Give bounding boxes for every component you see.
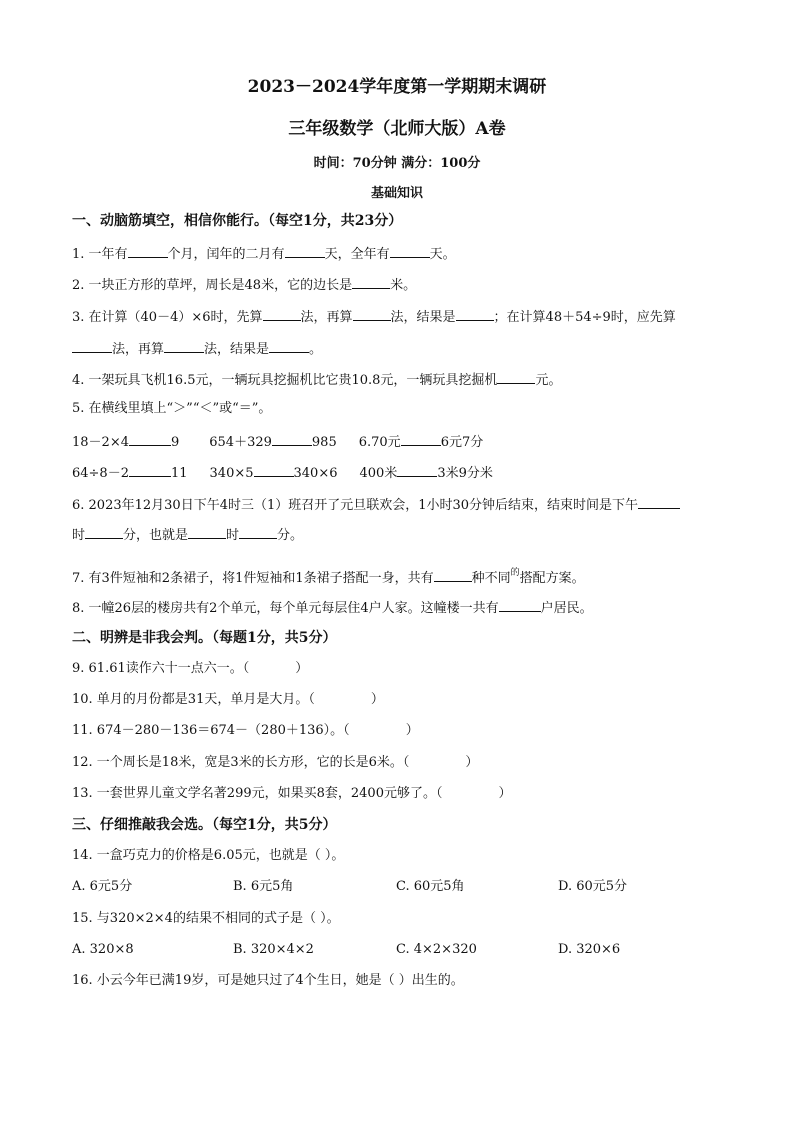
question-5-stem: 5. 在横线里填上“＞”“＜”或“＝”。 <box>72 401 272 416</box>
question-15-option-b[interactable]: B. 320×4×2 <box>233 942 314 957</box>
answer-blank[interactable] <box>272 432 312 446</box>
question-5-row2: 64÷8－2 11 340×5 340×6 400米 3米9分米 <box>72 463 493 483</box>
answer-blank[interactable] <box>263 307 301 321</box>
answer-blank[interactable] <box>499 598 541 612</box>
question-12: 12. 一个周长是18米，宽是3米的长方形，它的长是6米。（ ） <box>72 755 479 770</box>
question-16-stem: 16. 小云今年已满19岁，可是她只过了4个生日，她是（ ）出生的。 <box>72 973 464 988</box>
answer-blank[interactable] <box>239 525 277 539</box>
question-4: 4. 一架玩具飞机16.5元，一辆玩具挖掘机比它贵10.8元，一辆玩具挖掘机 元。 <box>72 370 561 390</box>
answer-blank[interactable] <box>129 432 171 446</box>
question-14-option-d[interactable]: D. 60元5分 <box>558 879 628 894</box>
exam-subtitle: 三年级数学（北师大版）A卷 <box>288 119 506 139</box>
answer-blank[interactable] <box>456 307 494 321</box>
question-8: 8. 一幢26层的楼房共有2个单元，每个单元每层住4户人家。这幢楼一共有 户居民。 <box>72 598 593 618</box>
question-3-line1: 3. 在计算（40－4）×6时，先算 法，再算 法，结果是 ；在计算48＋54÷9时，应先算 <box>72 307 676 327</box>
question-15-option-d[interactable]: D. 320×6 <box>558 942 621 957</box>
question-2: 2. 一块正方形的草坪，周长是48米，它的边长是 米。 <box>72 275 416 295</box>
question-14-option-b[interactable]: B. 6元5角 <box>233 879 294 894</box>
exam-title: 2023－2024学年度第一学期期末调研 <box>247 77 547 97</box>
question-6-line1: 6. 2023年12月30日下午4时三（1）班召开了元旦联欢会，1小时30分钟后结束，结束时间是下午 <box>72 495 680 515</box>
section2-heading: 二、明辨是非我会判。（每题1分，共5分） <box>72 630 337 646</box>
answer-blank[interactable] <box>129 463 171 477</box>
answer-blank[interactable] <box>638 495 680 509</box>
question-14-option-a[interactable]: A. 6元5分 <box>72 879 133 894</box>
question-10: 10. 单月的月份都是31天，单月是大月。（ ） <box>72 692 384 707</box>
answer-blank[interactable] <box>353 307 391 321</box>
question-14-stem: 14. 一盒巧克力的价格是6.05元，也就是（ ）。 <box>72 848 345 863</box>
answer-blank[interactable] <box>188 525 226 539</box>
question-6-line2: 时 分，也就是 时 分。 <box>72 525 303 545</box>
question-15-stem: 15. 与320×2×4的结果不相同的式子是（ ）。 <box>72 911 340 926</box>
question-1: 1. 一年有 个月，闰年的二月有 天，全年有 天。 <box>72 244 456 264</box>
answer-blank[interactable] <box>401 432 441 446</box>
answer-blank[interactable] <box>128 244 168 258</box>
time-score-line: 时间：70分钟 满分：100分 <box>313 156 481 171</box>
answer-blank[interactable] <box>269 339 309 353</box>
question-7: 7. 有3件短袖和2条裙子，将1件短袖和1条裙子搭配一身，共有 种不同$^的$搭配方案。 <box>72 568 585 586</box>
answer-blank[interactable] <box>390 244 430 258</box>
question-15-option-a[interactable]: A. 320×8 <box>72 942 134 957</box>
section3-heading: 三、仔细推敲我会选。（每空1分，共5分） <box>72 817 337 833</box>
question-5-row1: 18－2×4 9 654＋329 985 6.70元 6元7分 <box>72 432 483 452</box>
answer-blank[interactable] <box>497 370 535 384</box>
answer-blank[interactable] <box>164 339 204 353</box>
answer-blank[interactable] <box>434 568 472 582</box>
section-label: 基础知识 <box>370 186 423 201</box>
answer-blank[interactable] <box>254 463 294 477</box>
answer-blank[interactable] <box>85 525 123 539</box>
question-14-option-c[interactable]: C. 60元5角 <box>396 879 465 894</box>
question-11: 11. 674－280－136＝674－（280＋136）。（ ） <box>72 723 419 738</box>
answer-blank[interactable] <box>285 244 325 258</box>
question-3-line2: 法，再算 法，结果是 。 <box>72 339 322 359</box>
section1-heading: 一、动脑筋填空，相信你能行。（每空1分，共23分） <box>72 213 403 229</box>
answer-blank[interactable] <box>397 463 437 477</box>
answer-blank[interactable] <box>352 275 390 289</box>
answer-blank[interactable] <box>72 339 112 353</box>
question-15-option-c[interactable]: C. 4×2×320 <box>396 942 477 957</box>
question-9: 9. 61.61读作六十一点六一。（ ） <box>72 661 309 676</box>
question-13: 13. 一套世界儿童文学名著299元，如果买8套，2400元够了。（ ） <box>72 786 512 801</box>
